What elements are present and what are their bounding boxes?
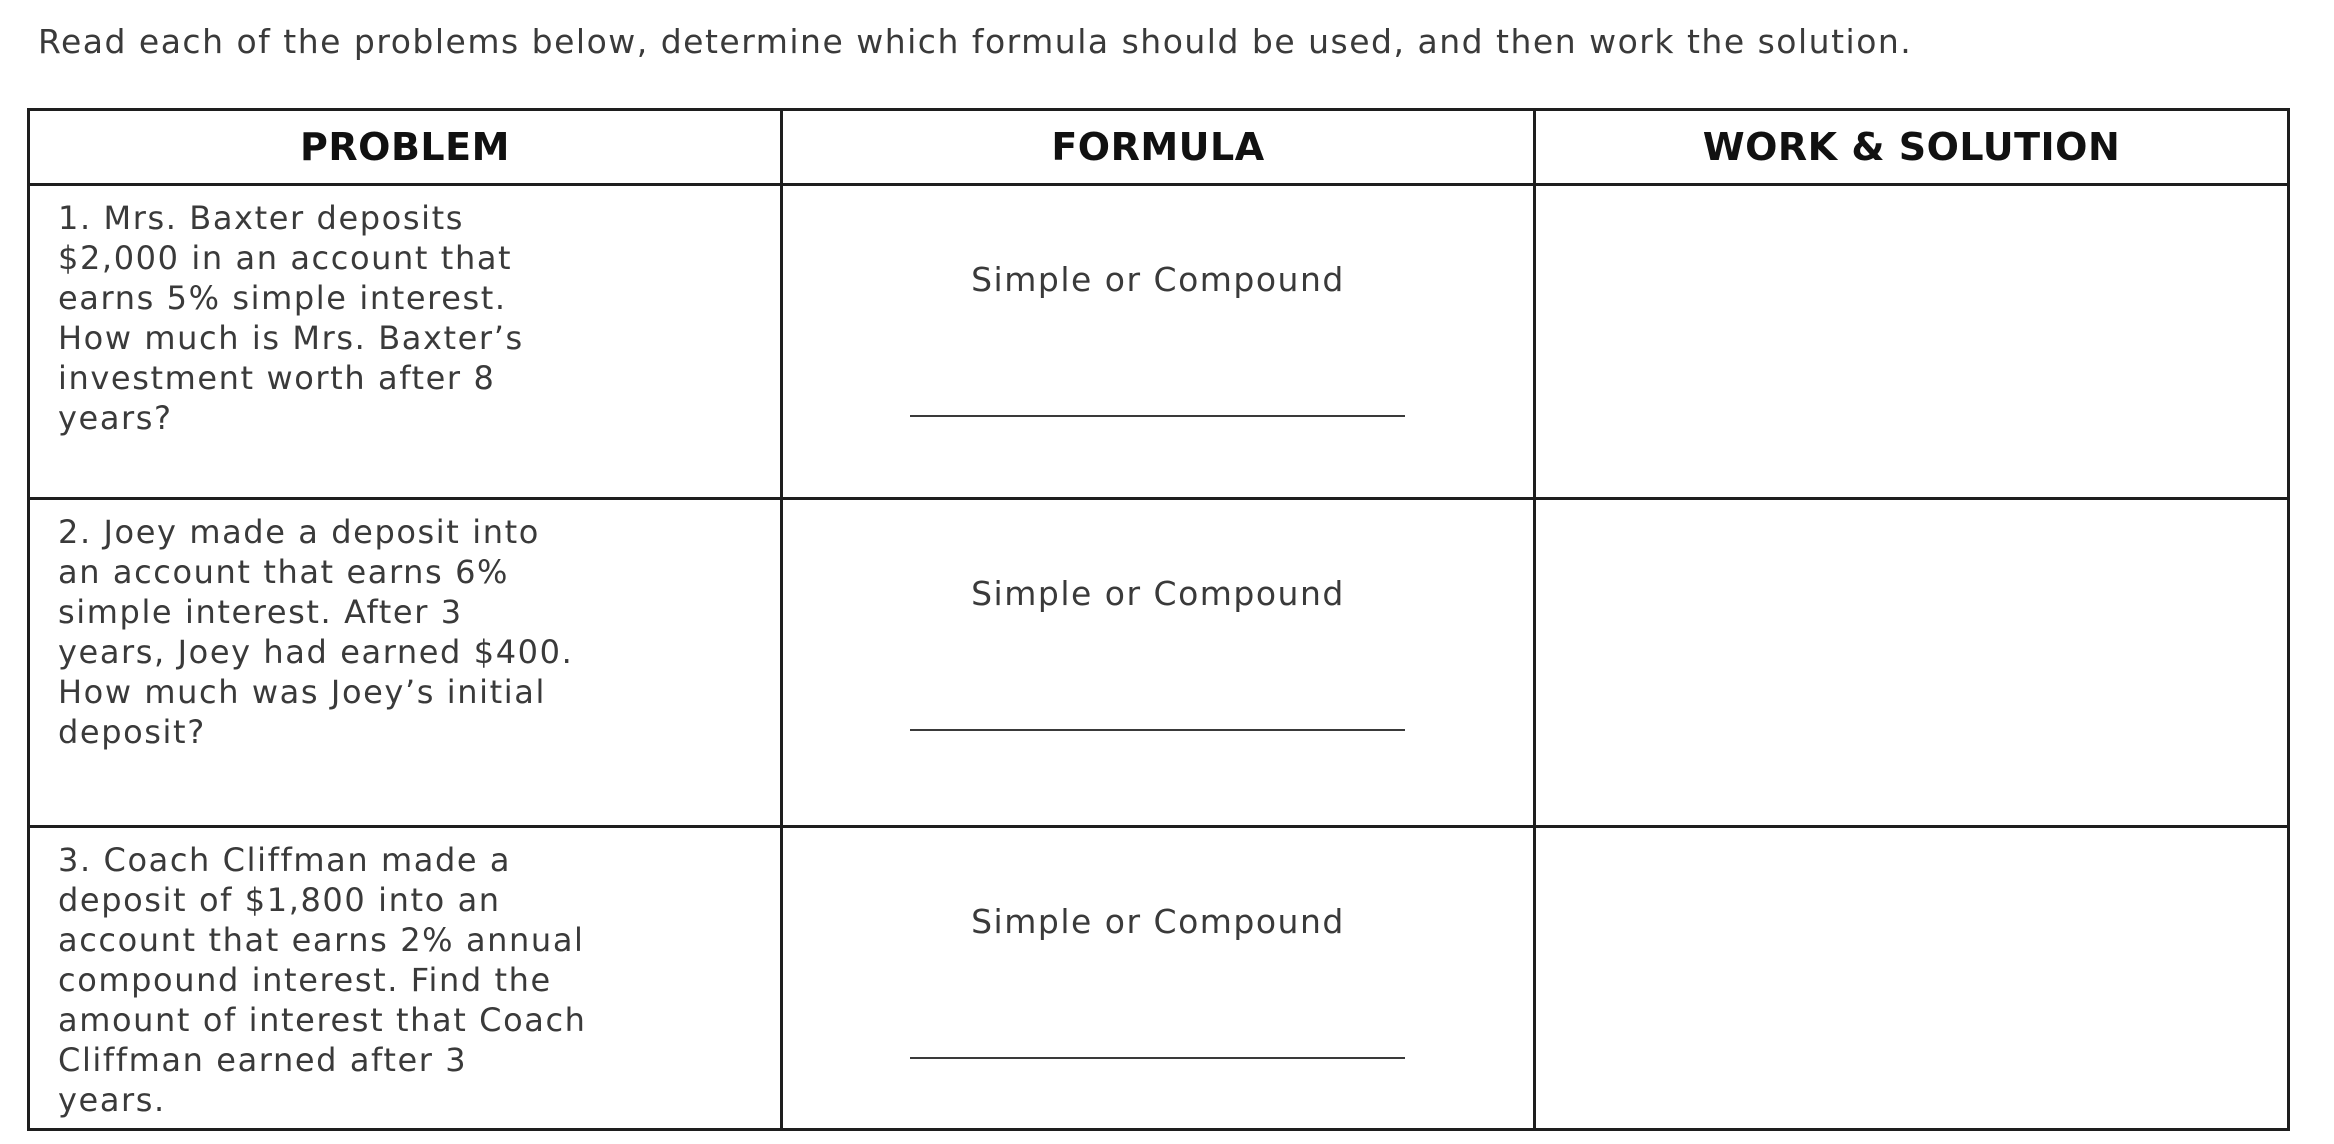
work-solution-cell <box>1534 499 2288 827</box>
formula-answer-line <box>910 415 1405 417</box>
formula-cell <box>781 499 1534 827</box>
problem-text: 3. Coach Cliffman made a deposit of $1,800 into an account that earns 2% annual compound interest. Find the amount of interest that Coach Cliffman earned after 3 years. <box>58 841 587 1119</box>
formula-cell <box>781 185 1534 499</box>
work-solution-cell <box>1534 827 2288 1130</box>
problem-text: 1. Mrs. Baxter deposits $2,000 in an account that earns 5% simple interest. How much is Mrs. Baxter’s investment worth after 8 years? <box>58 199 524 437</box>
formula-answer-line <box>910 729 1405 731</box>
work-solution-cell <box>1534 185 2288 499</box>
instructions-text: Read each of the problems below, determine which formula should be used, and then work the solution. <box>38 22 1913 61</box>
formula-answer-line <box>910 1057 1405 1059</box>
header-work-solution: WORK & SOLUTION <box>1534 110 2288 185</box>
header-row <box>29 110 2289 185</box>
formula-cell <box>781 827 1534 1130</box>
table-row <box>29 185 2289 499</box>
table-row <box>29 827 2289 1130</box>
formula-choice-text: Simple or Compound <box>971 902 1345 941</box>
worksheet-table <box>27 108 2290 1131</box>
problem-cell <box>29 185 782 499</box>
table-row <box>29 499 2289 827</box>
header-formula: FORMULA <box>781 110 1534 185</box>
formula-choice-text: Simple or Compound <box>971 574 1345 613</box>
problem-cell <box>29 499 782 827</box>
formula-choice-text: Simple or Compound <box>971 260 1345 299</box>
problem-cell <box>29 827 782 1130</box>
problem-text: 2. Joey made a deposit into an account that earns 6% simple interest. After 3 years, Joey had earned $400. How much was Joey’s initial deposit? <box>58 513 574 751</box>
header-problem: PROBLEM <box>29 110 782 185</box>
